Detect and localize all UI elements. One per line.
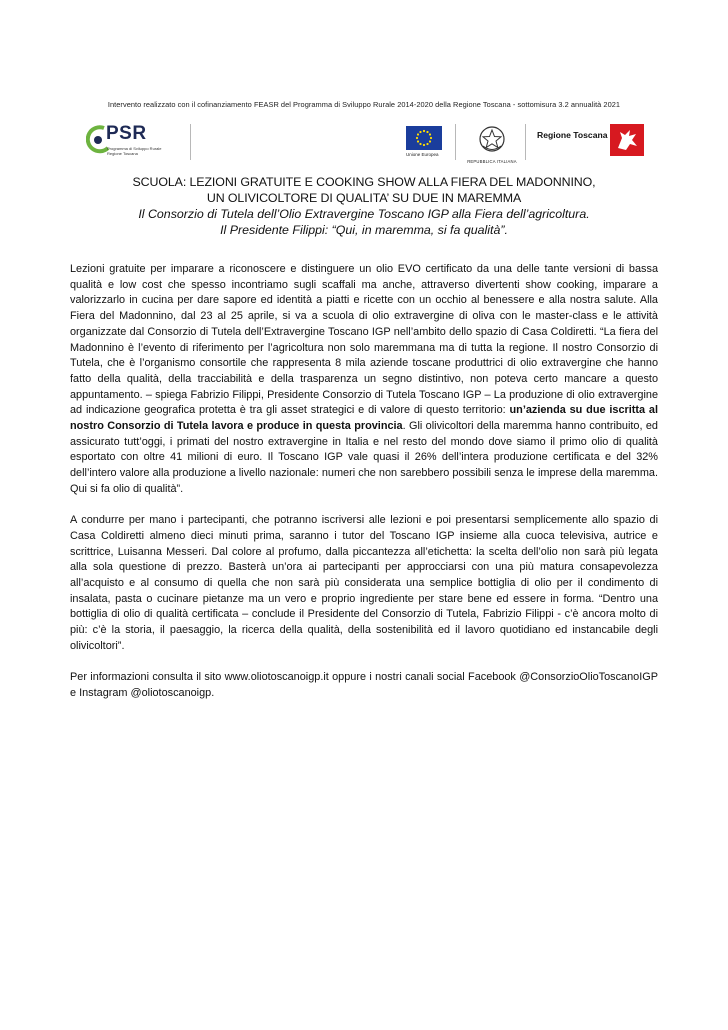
psr-subtitle: Programma di Sviluppo Rurale Regione Toscana (107, 146, 162, 156)
logo-divider (455, 124, 456, 160)
logo-divider (190, 124, 191, 160)
funding-note: Intervento realizzato con il cofinanziamento FEASR del Programma di Sviluppo Rurale 2014-2020 della Regione Toscana - sottomisura 3.2 annualità 2021 (107, 100, 621, 109)
regione-toscana-name: Regione Toscana (537, 130, 608, 140)
eu-logo (406, 126, 448, 164)
toscana-pegasus-icon (610, 124, 644, 156)
paragraph-1-text-a: Lezioni gratuite per imparare a riconoscere e distinguere un olio EVO certificato da una delle tante versioni di bassa qualità e low cost che spesso incontriamo sugli scaffali ma anche, attraverso divertenti show cooking, imparare a valorizzarlo in cucina per dare sapore ed identità a piatti e ricette con un occhio al benessere e alla nostra salute. Alla Fiera del Madonnino, dal 23 al 25 aprile, si va a scuola di olio extravergine di oliva con le master-class e le attività organizzate dal Consorzio di Tutela dell’Extravergine Toscano IGP nell’ambito dello spazio di Casa Coldiretti. “La fiera del Madonnino è l’evento di riferimento per l’agricoltura non solo maremmana ma di tutta la regione. Il nostro Consorzio di Tutela, che è l’organismo consortile che rappresenta 8 mila aziende toscane produttrici di olio extravergine che hanno fatto della qualità, della tracciabilità e della trasparenza un segno distintivo, non poteva certo mancare a questo appuntamento. – spiega Fabrizio Filippi, Presidente Consorzio di Tutela Toscano IGP – La produzione di olio extravergine ad indicazione geografica protetta è tra gli asset strategici e di valore di questo territorio: (70, 263, 658, 417)
subheadline-line-1: Il Consorzio di Tutela dell’Olio Extravergine Toscano IGP alla Fiera dell’agricoltura. (138, 207, 590, 221)
psr-logo (86, 122, 176, 160)
psr-title: PSR (106, 123, 147, 144)
republic-caption: REPUBBLICA ITALIANA (467, 159, 517, 164)
paragraph-2: A condurre per mano i partecipanti, che potranno iscriversi alle lezioni e poi presentarsi semplicemente allo spazio di Casa Coldiretti almeno dieci minuti prima, saranno i tutor del Toscano IGP insieme alla cuoca televisiva, autrice e scrittrice, Luisanna Messeri. Dal colore al profumo, dalla piccantezza all’etichetta: la scelta dell’olio non sarà più legata alla sola questione di prezzo. Basterà un’ora ai partecipanti per approcciarsi con una più matura consapevolezza all’acquisto e al consumo di quella che non sarà più considerata una semplice bottiglia di olio per il condimento di insalata, pasta o cucinare pietanze ma un vero e proprio ingrediente per stare bene ed essere in forma. “Dentro una bottiglia di olio di qualità certificata – conclude il Presidente del Consorzio di Tutela, Fabrizio Filippi - c’è ancora molto di più: c’è la storia, il paesaggio, la ricerca della qualità, della sostenibilità ed il lavoro quotidiano ed instancabile degli olivicoltori”. (70, 514, 658, 652)
paragraph-1-text-b: . Gli olivicoltori della maremma hanno contribuito, ed assicurato tutt’oggi, i primati del nostro extravergine in Italia e nel resto del mondo dove siamo il primo olio di qualità esportato con oltre 41 milioni di euro. Il Toscano IGP vale quasi il 26% dell’intera produzione certificata e del 32% dell’intero valore alla produzione a livello nazionale: numeri che non sarebbero possibili senza le imprese della maremma. Qui si fa olio di qualità”. (70, 420, 658, 495)
republic-logo (466, 124, 518, 164)
eu-flag-icon (406, 126, 442, 150)
republic-emblem-icon (477, 124, 507, 154)
paragraph-3: Per informazioni consulta il sito www.oliotoscanoigp.it oppure i nostri canali social Facebook @ConsorzioOlioToscanoIGP e Instagram @oliotoscanoigp. (70, 671, 658, 699)
eu-caption: Unione Europea (406, 152, 439, 157)
article-body (70, 262, 658, 717)
subheadline-line-2: Il Presidente Filippi: “Qui, in maremma, si fa qualità”. (220, 223, 508, 237)
headline (60, 174, 668, 238)
logo-divider (525, 124, 526, 160)
headline-line-2: UN OLIVICOLTORE DI QUALITA’ SU DUE IN MAREMMA (206, 191, 522, 205)
paragraph-1-bold: un’azienda su due iscritta al nostro Consorzio di Tutela lavora e produce in questa provincia (70, 404, 658, 433)
headline-line-1: SCUOLA: LEZIONI GRATUITE E COOKING SHOW ALLA FIERA DEL MADONNINO, (132, 175, 596, 189)
paragraph-1 (70, 262, 658, 498)
